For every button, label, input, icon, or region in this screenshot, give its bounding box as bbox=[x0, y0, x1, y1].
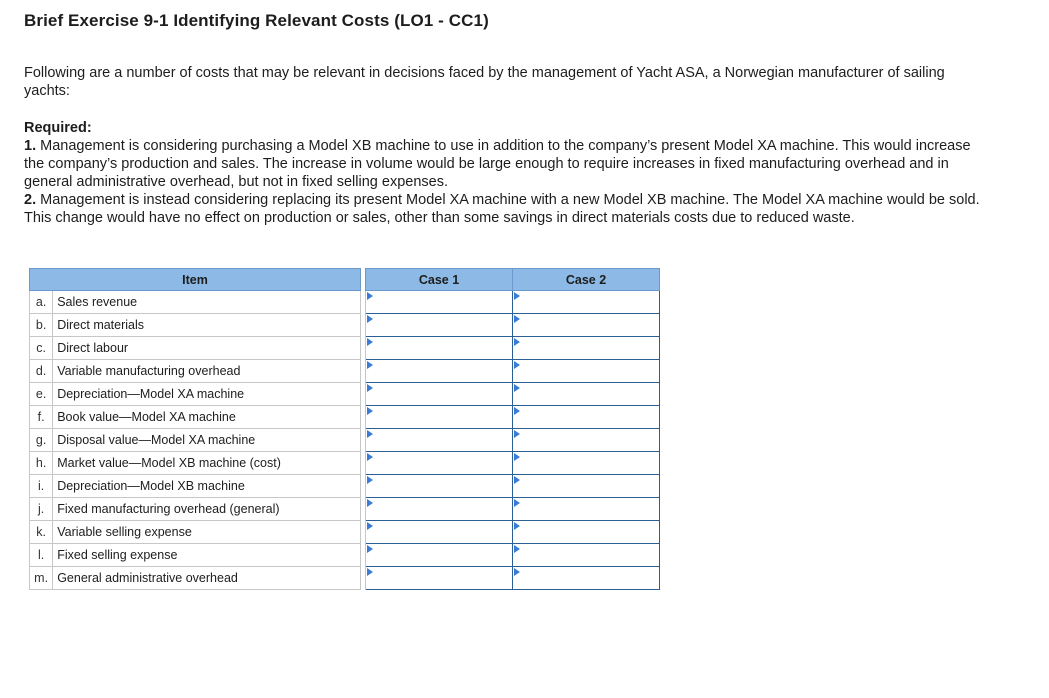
dropdown-marker-icon bbox=[367, 384, 373, 392]
row-item-label: Depreciation—Model XB machine bbox=[53, 475, 361, 498]
dropdown-marker-icon bbox=[514, 430, 520, 438]
row-letter: f. bbox=[30, 406, 53, 429]
row-letter: m. bbox=[30, 567, 53, 590]
case2-answer-dropdown[interactable] bbox=[513, 291, 660, 314]
required-heading: Required: bbox=[24, 120, 92, 136]
row-item-label: Direct materials bbox=[53, 314, 361, 337]
case1-answer-dropdown[interactable] bbox=[366, 498, 513, 521]
row-item-label: Book value—Model XA machine bbox=[53, 406, 361, 429]
row-item-label: Disposal value—Model XA machine bbox=[53, 429, 361, 452]
dropdown-marker-icon bbox=[514, 315, 520, 323]
case1-answer-dropdown[interactable] bbox=[366, 567, 513, 590]
table-row bbox=[30, 498, 660, 521]
requirement-text: Management is instead considering replacing its present Model XA machine with a new Model XB machine. The Model XA machine would be sold. This change would have no effect on production or sales, other than some savings in direct materials costs due to reduced waste. bbox=[24, 192, 980, 226]
dropdown-marker-icon bbox=[514, 361, 520, 369]
case1-answer-dropdown[interactable] bbox=[366, 314, 513, 337]
case2-answer-dropdown[interactable] bbox=[513, 429, 660, 452]
dropdown-marker-icon bbox=[514, 338, 520, 346]
dropdown-marker-icon bbox=[367, 338, 373, 346]
relevant-costs-table bbox=[29, 268, 660, 590]
case2-answer-dropdown[interactable] bbox=[513, 498, 660, 521]
dropdown-marker-icon bbox=[367, 499, 373, 507]
case2-answer-dropdown[interactable] bbox=[513, 406, 660, 429]
case2-answer-dropdown[interactable] bbox=[513, 360, 660, 383]
row-letter: j. bbox=[30, 498, 53, 521]
case1-answer-dropdown[interactable] bbox=[366, 291, 513, 314]
row-letter: l. bbox=[30, 544, 53, 567]
table-body bbox=[30, 291, 660, 590]
intro-text: Following are a number of costs that may be relevant in decisions faced by the management of Yacht ASA, a Norwegian manufacturer of sailing yachts: bbox=[24, 65, 945, 99]
table-row bbox=[30, 521, 660, 544]
case2-answer-dropdown[interactable] bbox=[513, 544, 660, 567]
case2-answer-dropdown[interactable] bbox=[513, 337, 660, 360]
row-item-label: Variable selling expense bbox=[53, 521, 361, 544]
case1-answer-dropdown[interactable] bbox=[366, 452, 513, 475]
table-row bbox=[30, 452, 660, 475]
row-item-label: General administrative overhead bbox=[53, 567, 361, 590]
row-letter: h. bbox=[30, 452, 53, 475]
row-letter: a. bbox=[30, 291, 53, 314]
dropdown-marker-icon bbox=[367, 545, 373, 553]
requirement-number: 1. bbox=[24, 138, 37, 154]
dropdown-marker-icon bbox=[514, 407, 520, 415]
dropdown-marker-icon bbox=[367, 522, 373, 530]
row-letter: g. bbox=[30, 429, 53, 452]
table-row bbox=[30, 429, 660, 452]
dropdown-marker-icon bbox=[514, 453, 520, 461]
dropdown-marker-icon bbox=[367, 361, 373, 369]
case1-answer-dropdown[interactable] bbox=[366, 544, 513, 567]
dropdown-marker-icon bbox=[367, 407, 373, 415]
row-item-label: Depreciation—Model XA machine bbox=[53, 383, 361, 406]
item-column-header: Item bbox=[30, 269, 361, 291]
requirement-text: Management is considering purchasing a Model XB machine to use in addition to the company’s present Model XA machine. This would increase the company’s production and sales. The increase in volume would be large enough to require increases in fixed manufacturing overhead and in general administrative overhead, but not in fixed selling expenses. bbox=[24, 138, 971, 190]
dropdown-marker-icon bbox=[367, 568, 373, 576]
dropdown-marker-icon bbox=[367, 453, 373, 461]
row-letter: d. bbox=[30, 360, 53, 383]
requirement-2 bbox=[24, 191, 984, 227]
dropdown-marker-icon bbox=[514, 292, 520, 300]
case1-answer-dropdown[interactable] bbox=[366, 521, 513, 544]
case2-answer-dropdown[interactable] bbox=[513, 383, 660, 406]
table-row bbox=[30, 291, 660, 314]
case2-answer-dropdown[interactable] bbox=[513, 475, 660, 498]
dropdown-marker-icon bbox=[514, 545, 520, 553]
table-row bbox=[30, 544, 660, 567]
case1-answer-dropdown[interactable] bbox=[366, 406, 513, 429]
table-row bbox=[30, 314, 660, 337]
table-row bbox=[30, 337, 660, 360]
case1-column-header: Case 1 bbox=[366, 269, 513, 291]
requirement-1 bbox=[24, 137, 984, 191]
case1-answer-dropdown[interactable] bbox=[366, 383, 513, 406]
table-row bbox=[30, 567, 660, 590]
table-header-row bbox=[30, 269, 660, 291]
dropdown-marker-icon bbox=[514, 568, 520, 576]
case2-answer-dropdown[interactable] bbox=[513, 314, 660, 337]
case2-answer-dropdown[interactable] bbox=[513, 521, 660, 544]
exercise-title: Brief Exercise 9-1 Identifying Relevant Costs (LO1 - CC1) bbox=[24, 11, 489, 30]
row-item-label: Fixed manufacturing overhead (general) bbox=[53, 498, 361, 521]
requirement-number: 2. bbox=[24, 192, 37, 208]
table-row bbox=[30, 360, 660, 383]
dropdown-marker-icon bbox=[367, 430, 373, 438]
case1-answer-dropdown[interactable] bbox=[366, 360, 513, 383]
case1-answer-dropdown[interactable] bbox=[366, 475, 513, 498]
dropdown-marker-icon bbox=[514, 522, 520, 530]
case2-column-header: Case 2 bbox=[513, 269, 660, 291]
case2-answer-dropdown[interactable] bbox=[513, 452, 660, 475]
row-item-label: Sales revenue bbox=[53, 291, 361, 314]
dropdown-marker-icon bbox=[514, 384, 520, 392]
dropdown-marker-icon bbox=[367, 292, 373, 300]
row-letter: c. bbox=[30, 337, 53, 360]
required-section bbox=[24, 119, 984, 227]
dropdown-marker-icon bbox=[514, 499, 520, 507]
row-letter: b. bbox=[30, 314, 53, 337]
dropdown-marker-icon bbox=[514, 476, 520, 484]
row-letter: i. bbox=[30, 475, 53, 498]
table-row bbox=[30, 383, 660, 406]
dropdown-marker-icon bbox=[367, 476, 373, 484]
case1-answer-dropdown[interactable] bbox=[366, 429, 513, 452]
case2-answer-dropdown[interactable] bbox=[513, 567, 660, 590]
table-row bbox=[30, 406, 660, 429]
case1-answer-dropdown[interactable] bbox=[366, 337, 513, 360]
row-item-label: Direct labour bbox=[53, 337, 361, 360]
table-row bbox=[30, 475, 660, 498]
row-letter: e. bbox=[30, 383, 53, 406]
row-item-label: Fixed selling expense bbox=[53, 544, 361, 567]
dropdown-marker-icon bbox=[367, 315, 373, 323]
row-item-label: Variable manufacturing overhead bbox=[53, 360, 361, 383]
row-letter: k. bbox=[30, 521, 53, 544]
row-item-label: Market value—Model XB machine (cost) bbox=[53, 452, 361, 475]
